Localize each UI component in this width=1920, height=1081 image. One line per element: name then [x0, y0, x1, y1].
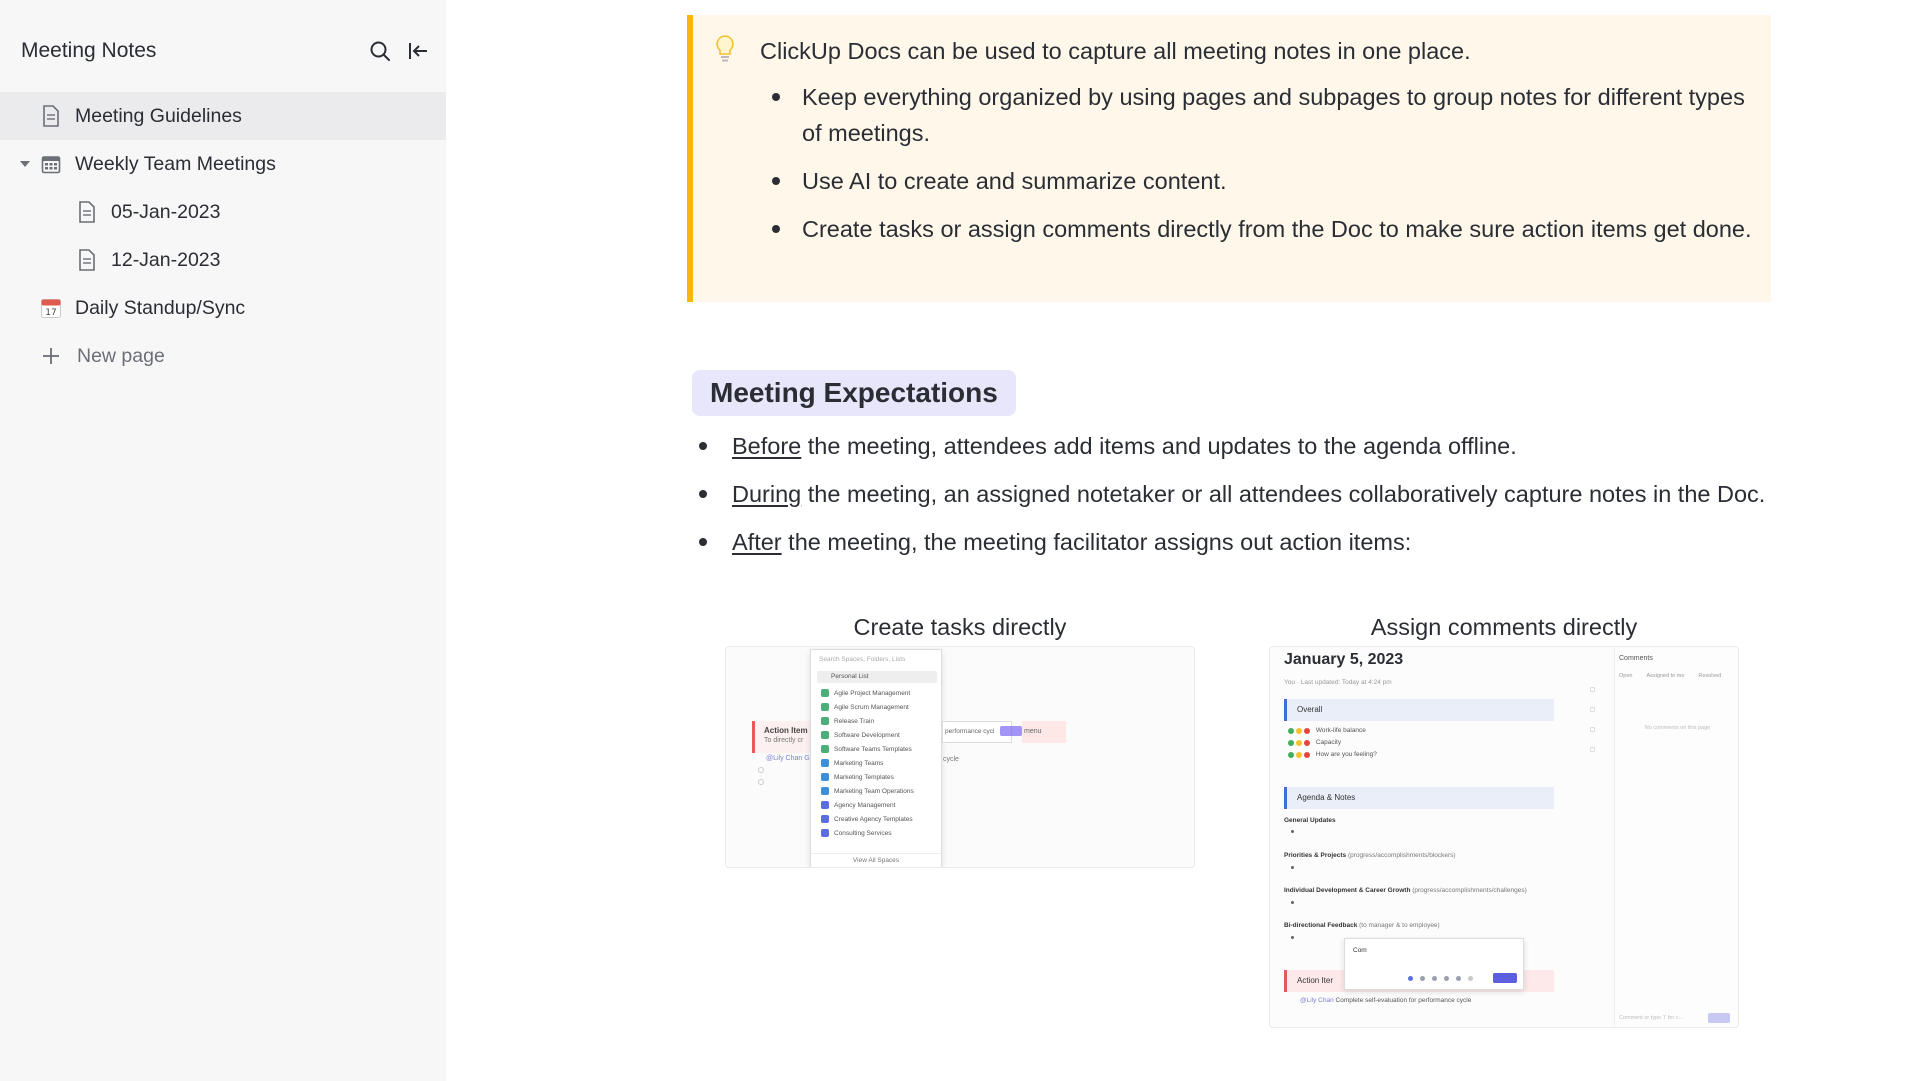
underlined-term: Before [732, 433, 802, 459]
empty-comments-text: No comments on this page [1644, 725, 1711, 731]
calendar-17-icon [39, 296, 63, 320]
gutter-icon [1590, 747, 1595, 752]
list-item [699, 476, 1769, 512]
comments-panel [1614, 647, 1739, 1028]
emoji-icon[interactable] [1432, 976, 1437, 981]
list-item[interactable]: Software Development [821, 730, 900, 740]
image-caption-assign-comments: Assign comments directly [1370, 614, 1638, 640]
list-item-text: the meeting, an assigned notetaker or all attendees collaboratively capture notes in the Doc. [801, 481, 1766, 507]
underlined-term: After [732, 529, 782, 555]
comment-submit-button[interactable] [1708, 1013, 1730, 1023]
sidebar-title: Meeting Notes [21, 39, 157, 62]
checkbox-icon [758, 767, 764, 773]
section-heading: Meeting Expectations [692, 370, 1016, 416]
list-item-text: the meeting, the meeting facilitator assigns out action items: [781, 529, 1412, 555]
callout-bullet-list [772, 79, 1762, 259]
create-tasks-screenshot[interactable] [725, 646, 1195, 868]
list-item [699, 524, 1769, 560]
sidebar-item-weekly-team-meetings[interactable] [0, 140, 446, 188]
comment-input[interactable]: Com [1353, 947, 1367, 954]
doc-icon [75, 200, 99, 224]
sidebar-item-12-jan-2023[interactable] [0, 236, 446, 284]
page-tree [0, 92, 446, 380]
list-item[interactable]: Marketing Templates [821, 772, 894, 782]
list-item[interactable]: Creative Agency Templates [821, 814, 913, 824]
list-item: Capacity [1288, 739, 1341, 746]
picker-search-input[interactable]: Search Spaces, Folders, Lists [819, 656, 906, 663]
list-item[interactable]: Release Train [821, 716, 874, 726]
action-item-title: Action Item [764, 726, 808, 735]
create-task-button[interactable] [1000, 726, 1022, 736]
list-item: Create tasks or assign comments directly from the Doc to make sure action items get done. [772, 211, 1762, 247]
doc-icon [75, 248, 99, 272]
lightbulb-icon [713, 34, 737, 64]
bullet-dot [1291, 901, 1294, 904]
doc-meta: You · Last updated: Today at 4:24 pm [1284, 679, 1392, 686]
assignee-mention: @Lily Chan G [766, 755, 810, 762]
action-item-line: @Lily Chan Complete self-evaluation for performance cycle [1300, 997, 1472, 1004]
action-item-subtitle: To directly cr [764, 737, 804, 744]
tab-open[interactable]: Open [1619, 673, 1633, 679]
bullet-dot [1291, 866, 1294, 869]
action-items-block: Action Iter [1284, 970, 1554, 992]
image-caption-create-tasks: Create tasks directly [853, 614, 1067, 640]
comments-tabs [1619, 673, 1721, 679]
list-item [699, 428, 1769, 464]
list-item[interactable]: Software Teams Templates [821, 744, 912, 754]
feedback-heading: Bi-directional Feedback (to manager & to employee) [1284, 922, 1440, 929]
expectations-list [699, 428, 1769, 572]
location-picker-popover [810, 649, 942, 868]
list-item[interactable]: Marketing Teams [821, 758, 883, 768]
overall-heading-block: Overall [1284, 699, 1554, 721]
sidebar-item-label: Daily Standup/Sync [75, 296, 246, 319]
doc-content [446, 0, 1920, 1081]
comments-panel-title: Comments [1619, 655, 1653, 662]
task-name-field[interactable]: performance cycl [942, 721, 1012, 743]
gutter-icon [1590, 687, 1595, 692]
agenda-heading-block: Agenda & Notes [1284, 787, 1554, 809]
picker-selected-item[interactable]: Personal List [817, 671, 937, 683]
list-item: Work-life balance [1288, 727, 1366, 734]
sidebar [0, 0, 446, 1081]
svg-text:17: 17 [45, 308, 57, 318]
priorities-heading: Priorities & Projects (progress/accomplishments/blockers) [1284, 852, 1456, 859]
checkbox-icon [758, 779, 764, 785]
underlined-term: During [732, 481, 802, 507]
calendar-grid-icon [39, 152, 63, 176]
chevron-down-icon[interactable] [18, 157, 32, 171]
sidebar-item-meeting-guidelines[interactable] [0, 92, 446, 140]
list-item[interactable]: Agency Management [821, 800, 895, 810]
list-item-text: the meeting, attendees add items and updates to the agenda offline. [801, 433, 1517, 459]
mention-icon[interactable] [1420, 976, 1425, 981]
sidebar-header [21, 36, 431, 66]
clip-icon[interactable] [1456, 976, 1461, 981]
sidebar-item-label: Weekly Team Meetings [75, 152, 276, 175]
sidebar-item-label: New page [77, 344, 165, 367]
list-item: Use AI to create and summarize content. [772, 163, 1762, 199]
tab-resolved[interactable]: Resolved [1698, 673, 1722, 679]
view-all-spaces-link[interactable]: View All Spaces [811, 853, 941, 864]
cycle-text: cycle [943, 756, 959, 763]
bullet-dot [1291, 936, 1294, 939]
list-item[interactable]: Agile Project Management [821, 688, 910, 698]
sidebar-item-05-jan-2023[interactable] [0, 188, 446, 236]
gutter-icon [1590, 727, 1595, 732]
bullet-dot [1291, 830, 1294, 833]
more-icon[interactable] [1468, 976, 1473, 981]
gutter-icon [1590, 707, 1595, 712]
individual-development-heading: Individual Development & Career Growth (progress/accomplishments/challenges) [1284, 887, 1527, 894]
list-item[interactable]: Marketing Team Operations [821, 786, 914, 796]
list-item[interactable]: Agile Scrum Management [821, 702, 909, 712]
sidebar-item-label: 05-Jan-2023 [111, 200, 221, 223]
tab-assigned-to-me[interactable]: Assigned to me [1646, 673, 1685, 679]
attach-icon[interactable] [1408, 976, 1413, 981]
list-item: How are you feeling? [1288, 751, 1377, 758]
assign-comments-screenshot[interactable] [1269, 646, 1739, 1028]
doc-icon [39, 104, 63, 128]
doc-date-title: January 5, 2023 [1284, 651, 1404, 668]
record-icon[interactable] [1444, 976, 1449, 981]
sidebar-item-daily-standup-sync[interactable] [0, 284, 446, 332]
comment-popover[interactable] [1344, 938, 1524, 990]
general-updates-heading: General Updates [1284, 817, 1336, 824]
menu-text: menu [1022, 721, 1066, 743]
sidebar-item-label: Meeting Guidelines [75, 104, 242, 127]
send-comment-button[interactable] [1493, 973, 1517, 983]
callout-text: ClickUp Docs can be used to capture all meeting notes in one place. [760, 38, 1471, 64]
list-item: Keep everything organized by using pages and subpages to group notes for different types of meetings. [772, 79, 1762, 151]
search-icon[interactable] [367, 38, 393, 64]
sidebar-item-label: 12-Jan-2023 [111, 248, 221, 271]
plus-icon [39, 344, 63, 368]
new-page-button[interactable] [0, 332, 446, 380]
collapse-sidebar-icon[interactable] [405, 38, 431, 64]
list-item[interactable]: Consulting Services [821, 828, 891, 838]
comment-field[interactable]: Comment or type '/' for c... [1619, 1015, 1684, 1021]
